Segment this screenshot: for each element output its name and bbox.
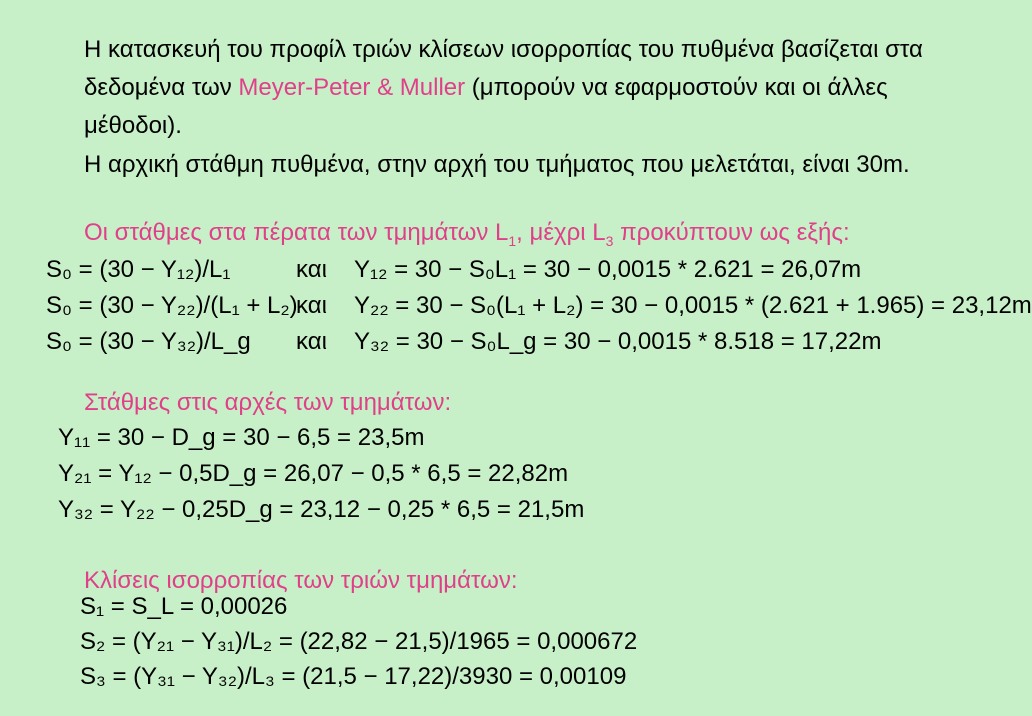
slope-row-2: S₂ = (Y₂₁ − Y₃₁)/L₂ = (22,82 − 21,5)/1965 = 0,000672 bbox=[80, 628, 638, 655]
end-level-1-and: και bbox=[296, 256, 327, 283]
heading-end-pre: Οι στάθμες στα πέρατα των τμημάτων L bbox=[84, 219, 509, 246]
start-level-row-2: Y₂₁ = Y₁₂ − 0,5D_g = 26,07 − 0,5 * 6,5 = 22,82m bbox=[58, 460, 569, 487]
end-level-2-right: Y₂₂ = 30 − S₀(L₁ + L₂) = 30 − 0,0015 * (2.621 + 1.965) = 23,12m bbox=[354, 292, 1032, 319]
intro-line-1: Η κατασκευή του προφίλ τριών κλίσεων ισορροπίας του πυθμένα βασίζεται στα bbox=[84, 36, 923, 63]
heading-end-mid: , μέχρι L bbox=[516, 219, 606, 246]
end-level-2-left: S₀ = (30 − Y₂₂)/(L₁ + L₂) bbox=[46, 292, 298, 319]
intro-line-3: μέθοδοι). bbox=[84, 112, 182, 139]
intro-line-2-post: (μπορούν να εφαρμοστούν και οι άλλες bbox=[465, 74, 888, 101]
heading-start-levels: Στάθμες στις αρχές των τμημάτων: bbox=[84, 389, 452, 416]
intro-line-2 bbox=[84, 74, 888, 102]
heading-end-sub1: 1 bbox=[508, 232, 517, 249]
end-level-3-left: S₀ = (30 − Y₃₂)/L_g bbox=[46, 328, 251, 355]
start-level-row-1: Y₁₁ = 30 − D_g = 30 − 6,5 = 23,5m bbox=[58, 424, 425, 451]
end-level-2-and: και bbox=[296, 292, 327, 319]
heading-end-levels bbox=[84, 219, 850, 255]
heading-slopes: Κλίσεις ισορροπίας των τριών τμημάτων: bbox=[84, 567, 518, 594]
heading-end-post: προκύπτουν ως εξής: bbox=[613, 219, 850, 246]
end-level-3-and: και bbox=[296, 328, 327, 355]
slope-row-1: S₁ = S_L = 0,00026 bbox=[80, 593, 288, 620]
slope-row-3: S₃ = (Y₃₁ − Y₃₂)/L₃ = (21,5 − 17,22)/3930 = 0,00109 bbox=[80, 663, 627, 690]
method-name-highlight: Meyer-Peter & Muller bbox=[238, 74, 466, 101]
end-level-1-right: Y₁₂ = 30 − S₀L₁ = 30 − 0,0015 * 2.621 = 26,07m bbox=[354, 256, 862, 283]
heading-end-sub3: 3 bbox=[605, 232, 614, 249]
start-level-row-3: Y₃₂ = Y₂₂ − 0,25D_g = 23,12 − 0,25 * 6,5 = 21,5m bbox=[58, 496, 585, 523]
end-level-3-right: Y₃₂ = 30 − S₀L_g = 30 − 0,0015 * 8.518 = 17,22m bbox=[354, 328, 882, 355]
end-level-1-left: S₀ = (30 − Y₁₂)/L₁ bbox=[46, 256, 231, 283]
intro-line-2-pre: δεδομένα των bbox=[84, 74, 239, 101]
intro-line-4: Η αρχική στάθμη πυθμένα, στην αρχή του τμήματος που μελετάται, είναι 30m. bbox=[84, 151, 910, 178]
